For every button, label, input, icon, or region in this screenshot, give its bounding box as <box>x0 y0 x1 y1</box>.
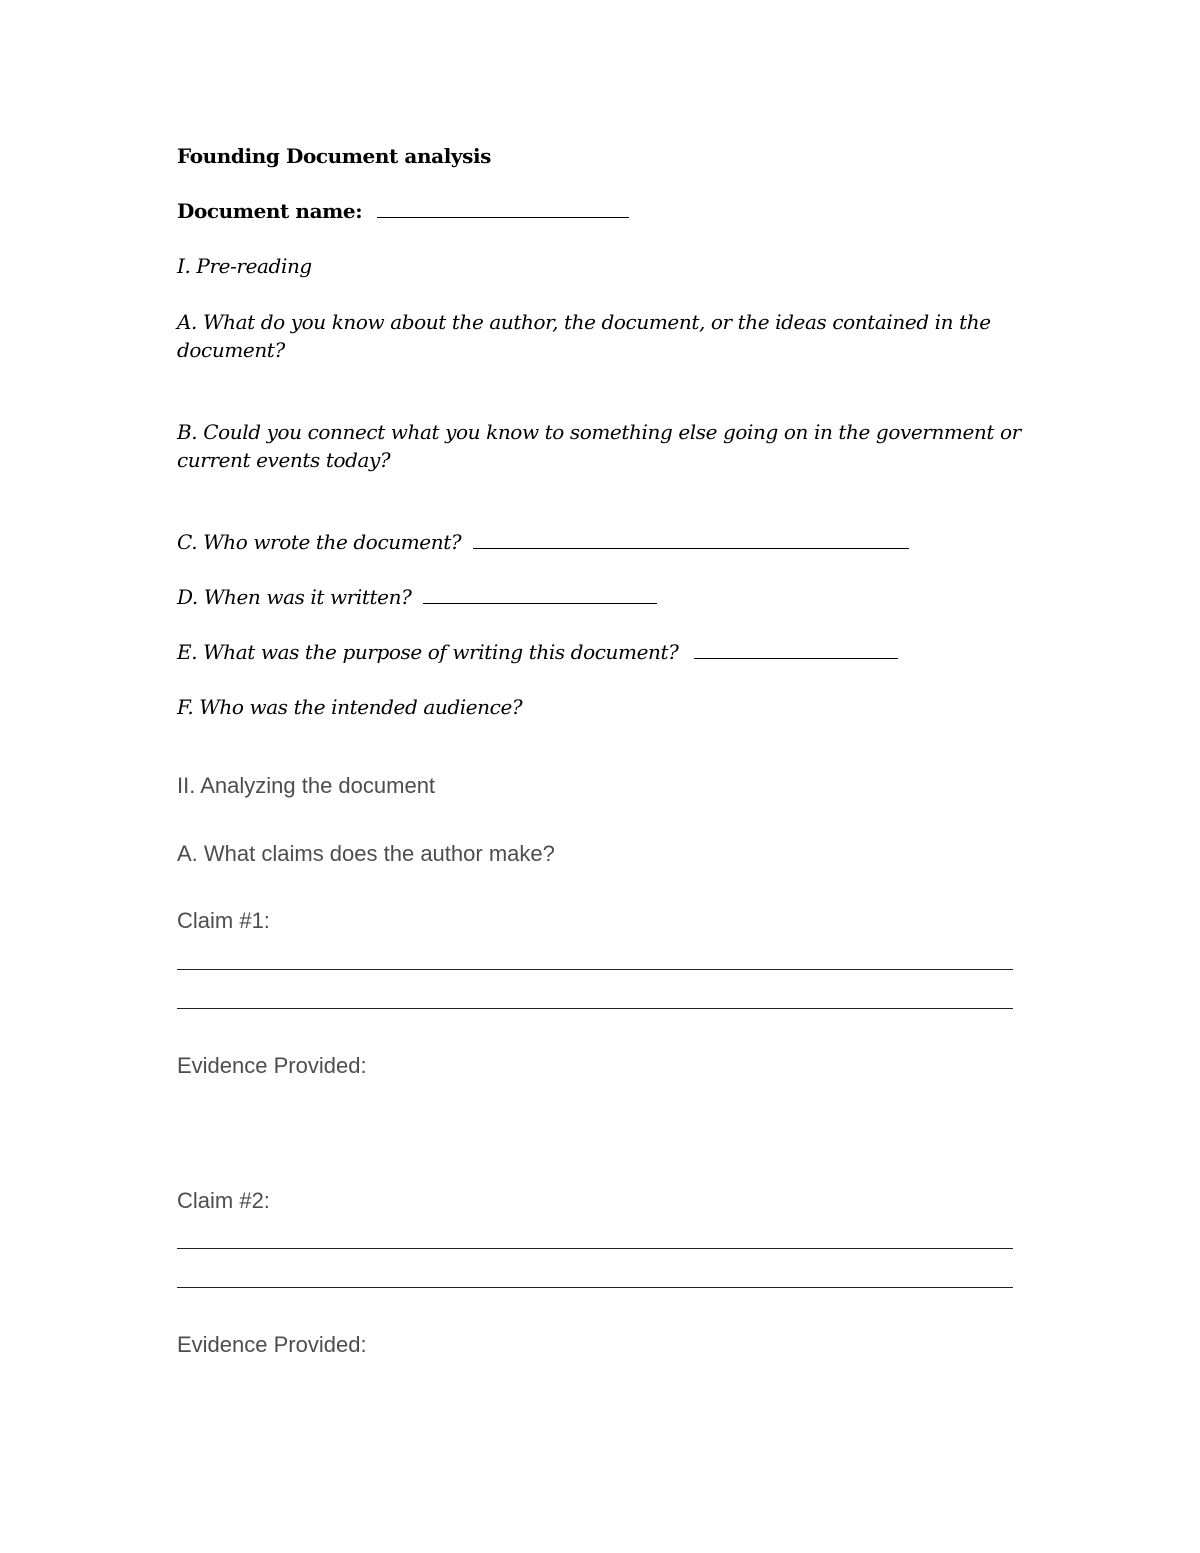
question-b-prereading: B. Could you connect what you know to something else going on in the government or current events today? <box>177 420 1021 472</box>
evidence2-label: Evidence Provided: <box>177 1332 367 1357</box>
question-d-prereading: D. When was it written? <box>177 585 412 609</box>
question-a-analysis: A. What claims does the author make? <box>177 841 555 866</box>
question-c-prereading: C. Who wrote the document? <box>177 530 462 554</box>
question-c-row <box>177 528 909 556</box>
claim2-answer-line-2[interactable] <box>177 1287 1013 1288</box>
question-d-row <box>177 583 657 611</box>
section1-heading: I. Pre-reading <box>177 254 312 278</box>
document-name-blank[interactable] <box>377 199 629 218</box>
document-name-label: Document name: <box>177 199 363 223</box>
claim1-answer-line-1[interactable] <box>177 969 1013 970</box>
claim1-answer-line-2[interactable] <box>177 1008 1013 1009</box>
document-name-row <box>177 197 629 225</box>
author-answer-blank[interactable] <box>473 530 909 549</box>
claim2-answer-line-1[interactable] <box>177 1248 1013 1249</box>
question-e-row <box>177 638 898 666</box>
question-e-prereading: E. What was the purpose of writing this document? <box>177 640 679 664</box>
claim2-label: Claim #2: <box>177 1188 270 1213</box>
claim1-label: Claim #1: <box>177 908 270 933</box>
evidence1-label: Evidence Provided: <box>177 1053 367 1078</box>
page-title: Founding Document analysis <box>177 144 492 168</box>
question-f-prereading: F. Who was the intended audience? <box>177 695 523 719</box>
purpose-answer-blank[interactable] <box>694 640 898 659</box>
date-answer-blank[interactable] <box>423 585 657 604</box>
question-a-prereading: A. What do you know about the author, the document, or the ideas contained in the document? <box>177 310 991 362</box>
section2-heading: II. Analyzing the document <box>177 773 436 798</box>
